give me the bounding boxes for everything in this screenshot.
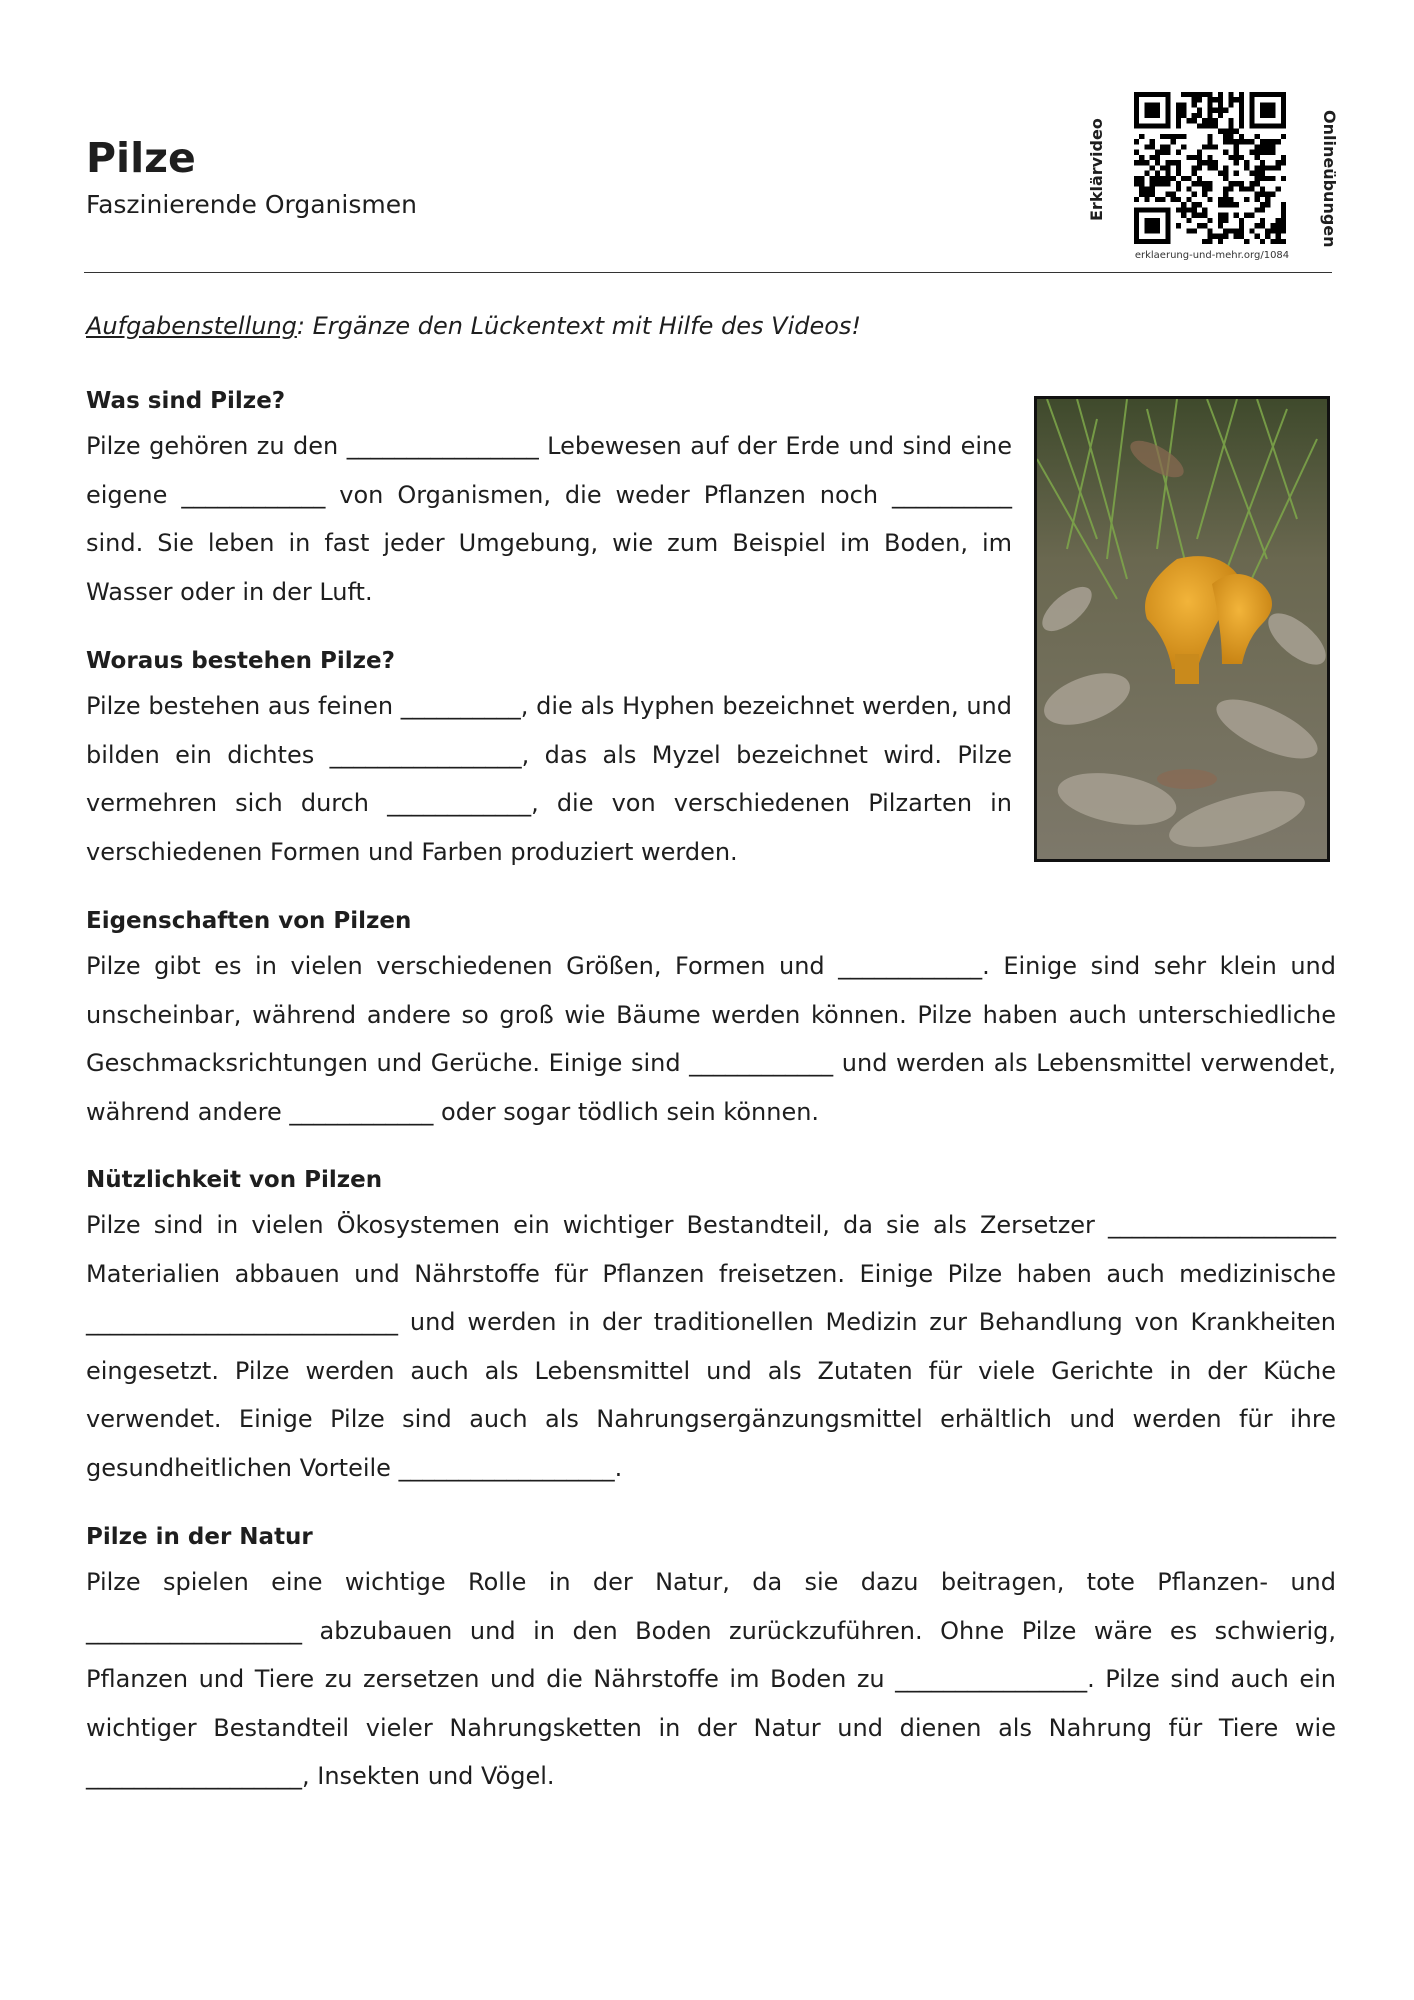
section-heading: Woraus bestehen Pilze? (86, 648, 395, 674)
header-divider (84, 272, 1332, 273)
section-nuetzlichkeit (86, 1165, 1336, 1492)
section-text: Pilze gibt es in vielen verschiedenen Größen, Formen und ____________. Einige sind sehr klein und unscheinbar, während andere so groß wie Bäume werden können. Pilze haben auch unterschiedliche Geschmacksrichtungen und Gerüche. Einige sind ____________ und werden als Lebensmittel verwendet, während andere ____________ oder sogar tödlich sein können. (86, 952, 1336, 1126)
section-heading: Nützlichkeit von Pilzen (86, 1167, 383, 1193)
qr-code-icon[interactable] (1130, 92, 1290, 244)
chanterelle-mushroom-photo (1034, 396, 1330, 862)
qr-label-exercises: Onlineübungen (1320, 110, 1339, 248)
section-eigenschaften (86, 906, 1336, 1136)
section-heading: Eigenschaften von Pilzen (86, 908, 412, 934)
section-text: Pilze bestehen aus feinen __________, die als Hyphen bezeichnet werden, und bilden ein dichtes ________________, das als Myzel bezeichnet wird. Pilze vermehren sich durch ____________, die von verschiedenen Pilzarten in verschiedenen Formen und Farben produziert werden. (86, 692, 1012, 866)
section-text: Pilze sind in vielen Ökosystemen ein wichtiger Bestandteil, da sie als Zersetzer ___________________ Materialien abbauen und Nährstoffe für Pflanzen freisetzen. Einige Pilze haben auch medizinische __________________________ und werden in der traditionellen Medizin zur Behandlung von Krankheiten eingesetzt. Pilze werden auch als Lebensmittel und als Zutaten für viele Gerichte in der Küche verwendet. Einige Pilze sind auch als Nahrungsergänzungsmittel erhältlich und werden für ihre gesundheitlichen Vorteile __________________. (86, 1211, 1336, 1482)
section-pilze-in-der-natur (86, 1522, 1336, 1801)
section-text: Pilze gehören zu den ________________ Lebewesen auf der Erde und sind eine eigene ____________ von Organismen, die weder Pflanzen noch __________ sind. Sie leben in fast jeder Umgebung, wie zum Beispiel im Boden, im Wasser oder in der Luft. (86, 432, 1012, 606)
task-text: : Ergänze den Lückentext mit Hilfe des Videos! (296, 312, 862, 340)
worksheet-title: Pilze (86, 134, 196, 182)
worksheet-subtitle: Faszinierende Organismen (86, 190, 417, 219)
qr-label-video: Erklärvideo (1087, 118, 1106, 222)
section-text: Pilze spielen eine wichtige Rolle in der Natur, da sie dazu beitragen, tote Pflanzen- und __________________ abzubauen und in den Boden zurückzuführen. Ohne Pilze wäre es schwierig, Pflanzen und Tiere zu zersetzen und die Nährstoffe im Boden zu ________________. Pilze sind auch ein wichtiger Bestandteil vieler Nahrungsketten in der Natur und dienen als Nahrung für Tiere wie __________________, Insekten und Vögel. (86, 1568, 1336, 1790)
task-instruction (86, 312, 861, 340)
section-heading: Pilze in der Natur (86, 1524, 313, 1550)
qr-url: erklaerung-und-mehr.org/1084 (1134, 250, 1290, 261)
section-was-sind-pilze (86, 386, 1012, 616)
section-heading: Was sind Pilze? (86, 388, 286, 414)
section-woraus-bestehen-pilze (86, 646, 1012, 876)
task-label: Aufgabenstellung (86, 312, 297, 340)
